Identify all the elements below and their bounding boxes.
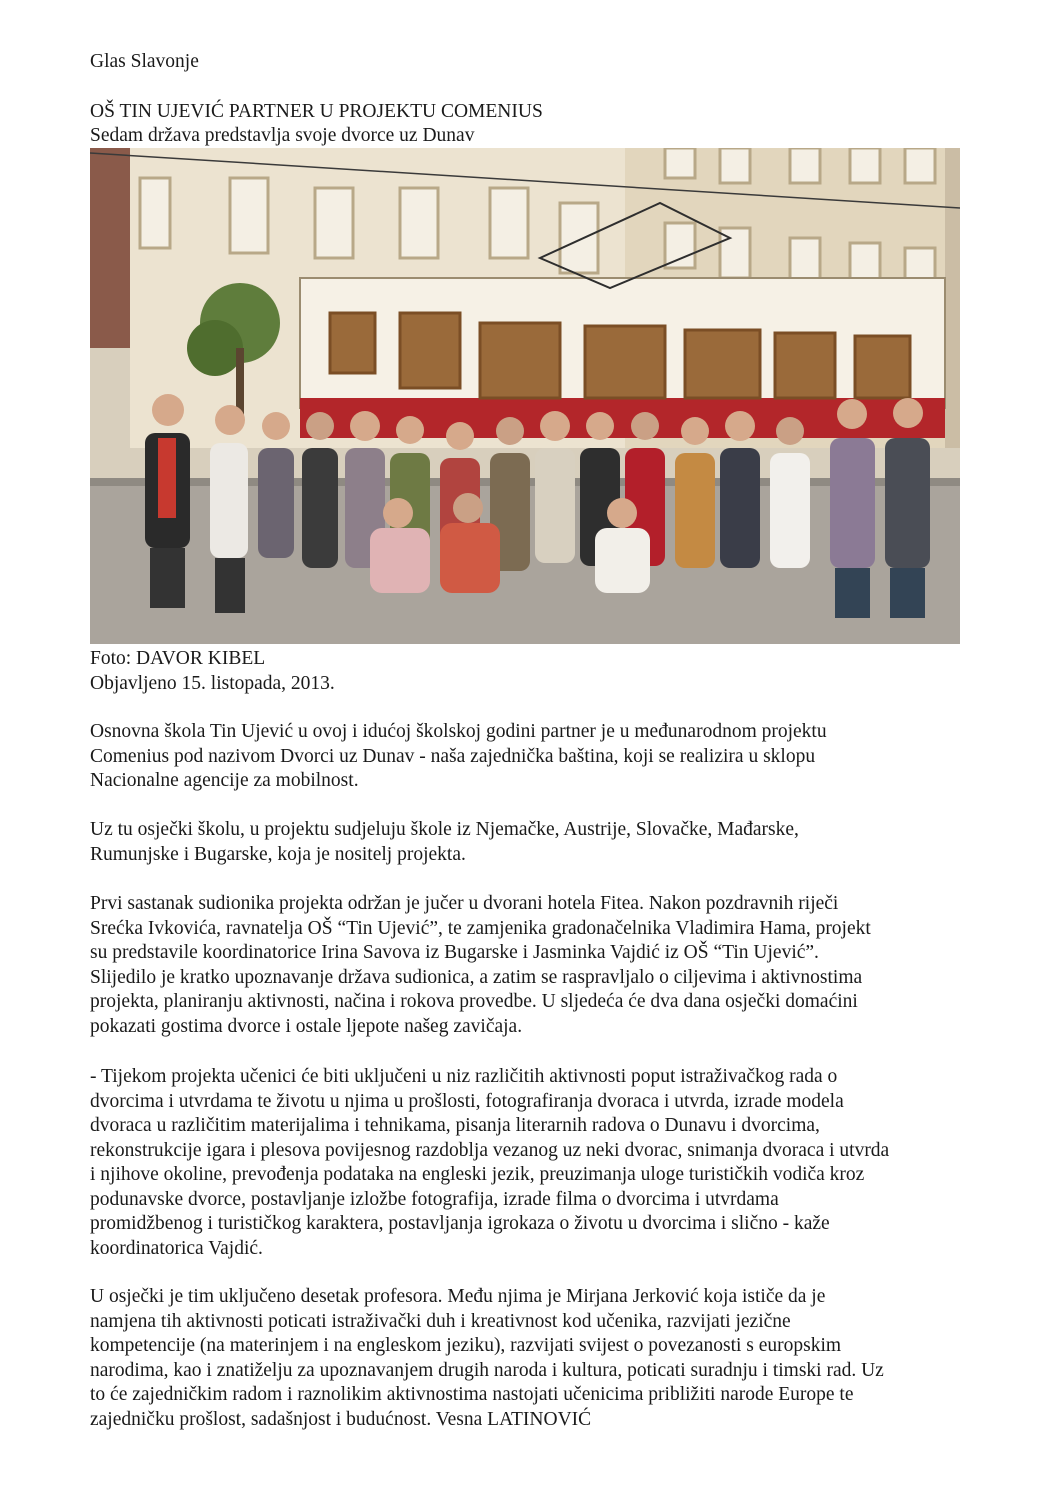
group-photo [90,148,960,644]
paragraph-line: to će zajedničkim radom i raznolikim aktivnostima nastojati učenicima približiti narode Europe te [90,1384,854,1405]
photo-credit: Foto: DAVOR KIBEL [90,648,266,669]
paragraph-line: Slijedilo je kratko upoznavanje država sudionica, a zatim se raspravljalo o ciljevima i aktivnostima [90,966,863,988]
headline: OŠ TIN UJEVIĆ PARTNER U PROJEKTU COMENIUS [90,101,543,122]
paragraph-line: Osnovna škola Tin Ujević u ovoj i idućoj školskoj godini partner je u međunarodnom projektu [90,721,827,742]
paragraph-line: Comenius pod nazivom Dvorci uz Dunav - naša zajednička baština, koji se realizira u sklopu [90,745,816,767]
group-photo-illustration [90,148,960,644]
subheadline: Sedam država predstavlja svoje dvorce uz Dunav [90,125,475,146]
paragraph-line: koordinatorica Vajdić. [90,1237,263,1259]
paragraph-line: Nacionalne agencije za mobilnost. [90,770,359,791]
paragraph-line: Rumunjske i Bugarske, koja je nositelj projekta. [90,843,466,865]
publish-date: Objavljeno 15. listopada, 2013. [90,673,335,694]
paragraph-line: zajedničku prošlost, sadašnjost i budućnost. Vesna LATINOVIĆ [90,1408,592,1430]
paragraph-line: Srećka Ivkovića, ravnatelja OŠ “Tin Ujević”, te zamjenika gradonačelnika Vladimira Hama, projekt [90,917,871,939]
paragraph-line: pokazati gostima dvorce i ostale ljepote našeg zavičaja. [90,1015,523,1037]
paragraph-line: dvorcima i utvrdama te životu u njima u prošlosti, fotografiranja dvoraca i utvrda, izrade modela [90,1090,844,1112]
paragraph-line: kompetencije (na materinjem i na engleskom jeziku), razvijati svijest o povezanosti s europskim [90,1335,842,1356]
paragraph-line: U osječki je tim uključeno desetak profesora. Među njima je Mirjana Jerković koja ističe da je [90,1286,826,1307]
paragraph-line: promidžbenog i turističkog karaktera, postavljanja igrokaza o životu u dvorcima i slično - kaže [90,1213,830,1234]
paragraph-line: rekonstrukcije igara i plesova povijesnog razdoblja vezanog uz neki dvorac, snimanja dvoraca i utvrda [90,1139,890,1161]
paragraph-4 [90,1065,975,1261]
newspaper-name: Glas Slavonje [90,51,199,72]
paragraph-2 [90,818,975,867]
paragraph-line: su predstavile koordinatorice Irina Savova iz Bugarske i Jasminka Vajdić iz OŠ “Tin Ujević”. [90,942,819,963]
paragraph-line: i njihove okoline, prevođenja podataka na engleski jezik, preuzimanja uloge turističkih vodiča kroz [90,1164,865,1185]
paragraph-line: projekta, planiranju aktivnosti, načina i rokova provedbe. U sljedeća će dva dana osječki domaćini [90,991,858,1012]
paragraph-line: Prvi sastanak sudionika projekta održan je jučer u dvorani hotela Fitea. Nakon pozdravnih riječi [90,893,839,914]
paragraph-line: - Tijekom projekta učenici će biti uključeni u niz različitih aktivnosti poput istraživačkog rada o [90,1066,838,1087]
paragraph-line: narodima, kao i znatiželju za upoznavanjem drugih naroda i kultura, poticati suradnju i timski rad. Uz [90,1359,884,1381]
paragraph-line: Uz tu osječki školu, u projektu sudjeluju škole iz Njemačke, Austrije, Slovačke, Mađarske, [90,819,799,840]
paragraph-5 [90,1285,975,1432]
paragraph-line: podunavske dvorce, postavljanje izložbe fotografija, izrade filma o dvorcima i utvrdama [90,1188,779,1210]
paragraph-line: dvoraca u različitim materijalima i tehnikama, pisanja literarnih radova o Dunavu i dvorcima, [90,1115,820,1136]
paragraph-3 [90,892,975,1039]
paragraph-1 [90,720,975,794]
paragraph-line: namjena tih aktivnosti poticati istraživački duh i kreativnost kod učenika, razvijati jezične [90,1310,791,1332]
